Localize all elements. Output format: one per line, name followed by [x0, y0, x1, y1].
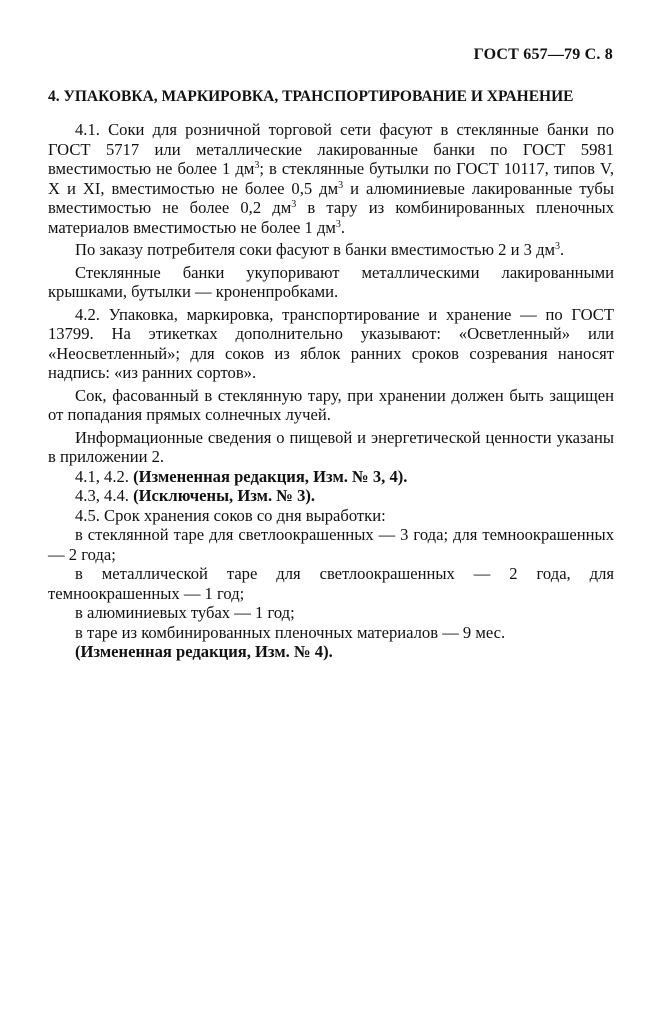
text-run: 4.1. Соки для розничной торговой сети фасуют в стеклянные банки по ГОСТ 5717 или металлические лакированные банки по ГОСТ 5981 вместимостью не более 1 дм — [48, 120, 614, 178]
clause-numbers: 4.1, 4.2. — [75, 466, 134, 486]
superscript: 3 — [338, 179, 344, 191]
superscript: 3 — [555, 241, 561, 252]
clause-numbers: 4.3, 4.4. — [75, 486, 134, 505]
paragraph-4-1 — [48, 120, 614, 237]
paragraph-caps: Стеклянные банки укупоривают металлическими лакированными крышками, бутылки — кроненпробками. — [48, 262, 614, 301]
text-run: . — [560, 240, 565, 259]
paragraph-4-1-4-2-note — [48, 467, 614, 487]
paragraph-info: Информационные сведения о пищевой и энергетической ценности указаны в приложении 2. — [48, 427, 614, 466]
text-run: и алюминиевые лакированные тубы вместимостью не более 0,2 дм — [48, 178, 614, 217]
text-run: в тару из комбинированных пленочных материалов вместимостью не более 1 дм — [48, 198, 614, 237]
amendment-note-final — [48, 642, 614, 662]
storage-metal: в металлической таре для светлоокрашенных — 2 года, для темноокрашенных — 1 год; — [48, 564, 614, 603]
superscript: 3 — [254, 160, 260, 171]
amendment-note: (Исключены, Изм. № 3). — [133, 486, 316, 505]
paragraph-sunlight: Сок, фасованный в стеклянную тару, при хранении должен быть защищен от попадания прямых солнечных лучей. — [48, 385, 614, 424]
amendment-note: (Измененная редакция, Изм. № 4). — [75, 642, 333, 661]
paragraph-4-5: 4.5. Срок хранения соков со дня выработки: — [75, 505, 386, 525]
text-run: По заказу потребителя соки фасуют в банки вместимостью 2 и 3 дм — [75, 240, 556, 259]
storage-aluminium: в алюминиевых тубах — 1 год; — [75, 603, 295, 622]
storage-glass: в стеклянной таре для светлоокрашенных — 3 года; для темноокрашенных — 2 года; — [48, 525, 614, 564]
storage-combined: в таре из комбинированных пленочных материалов — 9 мес. — [75, 622, 506, 642]
text-run: ; в стеклянные бутылки по ГОСТ 10117, типов V, X и XI, вместимостью не более 0,5 дм — [48, 159, 615, 198]
paragraph-order — [48, 240, 614, 260]
section-body — [48, 120, 614, 662]
paragraph-4-2: 4.2. Упаковка, маркировка, транспортирование и хранение — по ГОСТ 13799. На этикетках дополнительно указывают: «Осветленный» или «Неосветленный»; для соков из яблок ранних сроков созревания наносят надпись: «из ранних сортов». — [48, 304, 614, 382]
section-title: 4. УПАКОВКА, МАРКИРОВКА, ТРАНСПОРТИРОВАНИЕ И ХРАНЕНИЕ — [48, 88, 574, 105]
text-run: . — [340, 217, 346, 237]
superscript: 3 — [335, 218, 341, 230]
paragraph-4-3-4-4-note — [48, 486, 614, 506]
amendment-note: (Измененная редакция, Изм. № 3, 4). — [133, 466, 408, 486]
superscript: 3 — [291, 199, 297, 210]
page-header: ГОСТ 657—79 С. 8 — [473, 46, 613, 63]
